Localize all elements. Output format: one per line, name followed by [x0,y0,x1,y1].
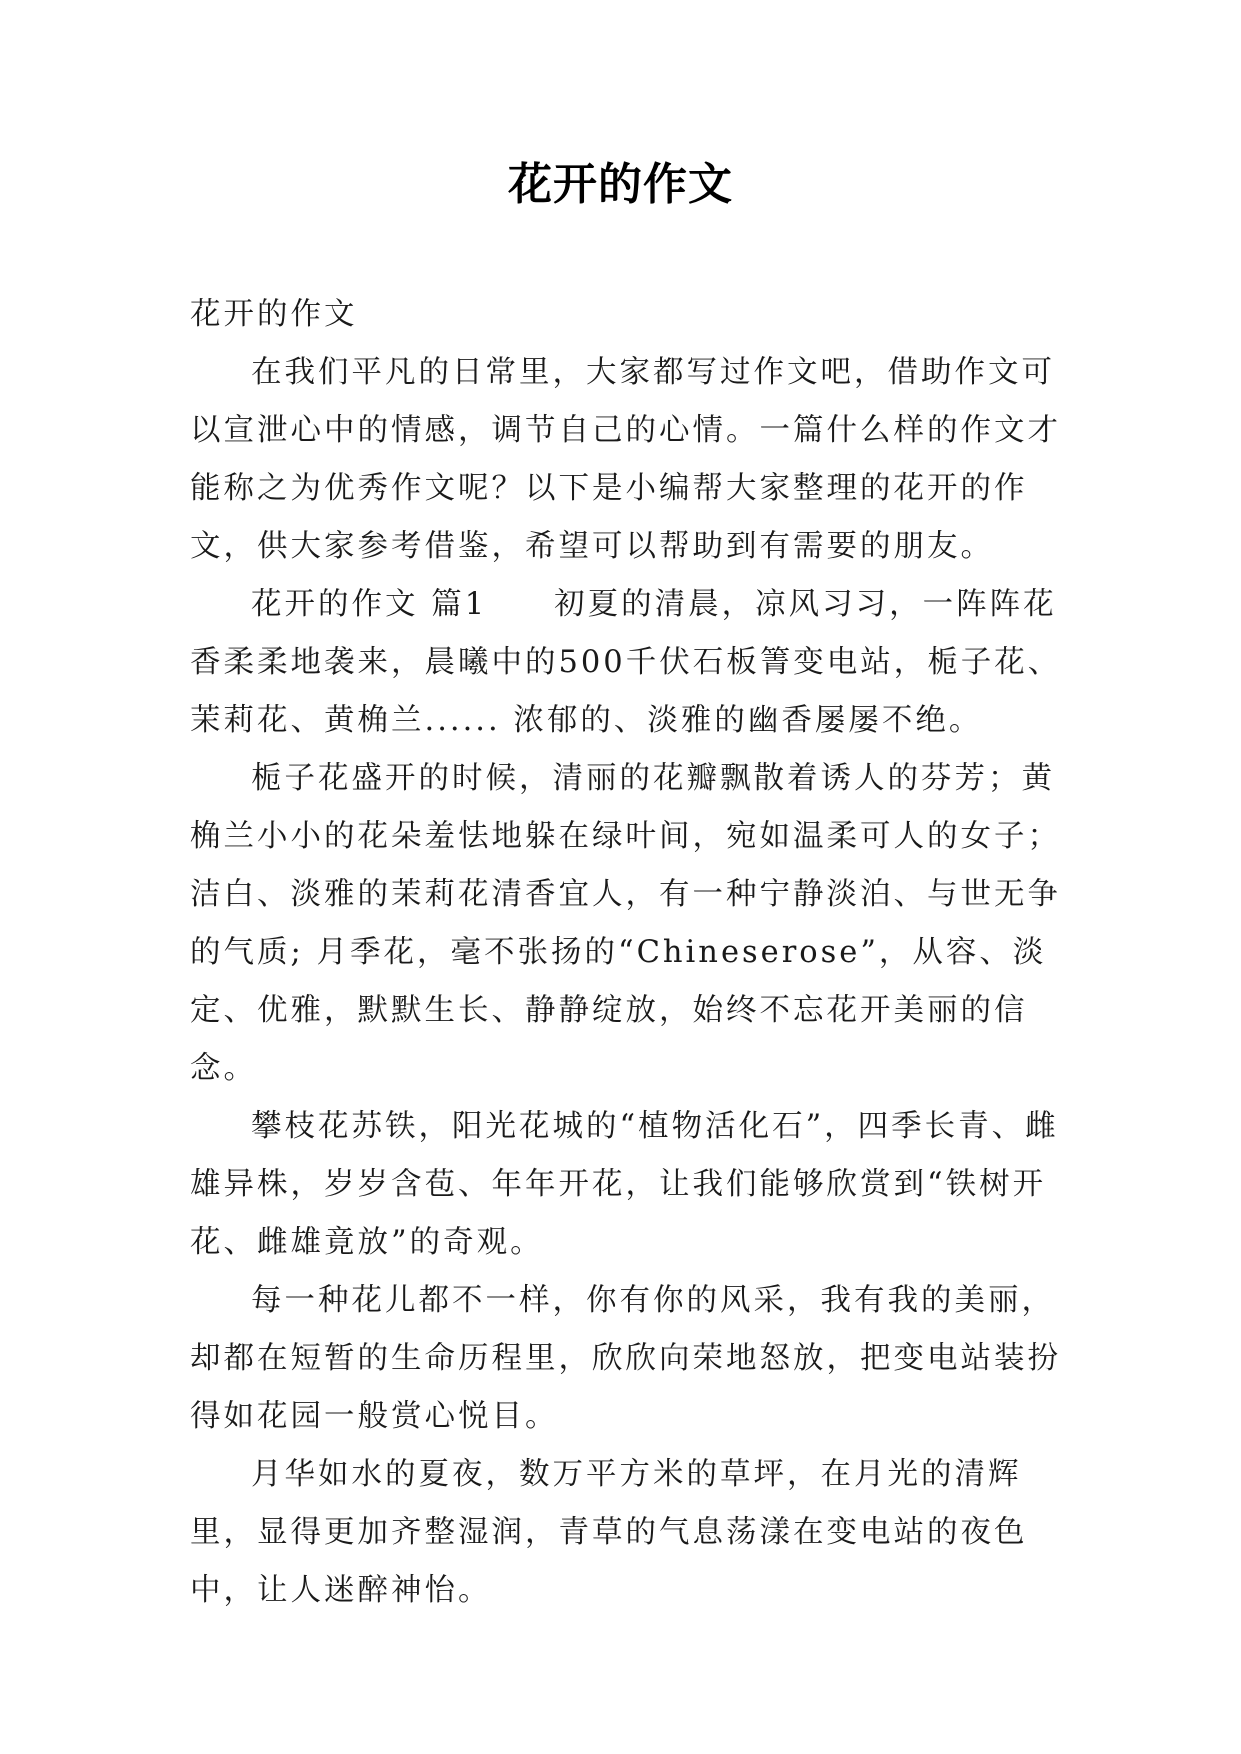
paragraph-cycad: 攀枝花苏铁，阳光花城的“植物活化石”，四季长青、雌雄异株，岁岁含苞、年年开花，让我们能够欣赏到“铁树开花、雌雄竟放”的奇观。 [190,1109,1059,1260]
paragraph-intro: 在我们平凡的日常里，大家都写过作文吧，借助作文可以宣泄心中的情感，调节自己的心情。一篇什么样的作文才能称之为优秀作文呢？以下是小编帮大家整理的花开的作文，供大家参考借鉴，希望可以帮助到有需要的朋友。 [190,355,1061,564]
document-body [190,286,1070,1620]
body-heading: 花开的作文 [190,297,358,332]
document-title: 花开的作文 [508,159,733,210]
paragraph-flowers: 栀子花盛开的时候，清丽的花瓣飘散着诱人的芬芳；黄桷兰小小的花朵羞怯地躲在绿叶间，宛如温柔可人的女子；洁白、淡雅的茉莉花清香宜人，有一种宁静淡泊、与世无争的气质; 月季花，毫不张扬的“Chineserose”，从容、淡定、优雅，默默生长、静静绽放，始终不忘花开美丽的信念。 [190,761,1061,1086]
paragraph-each-flower: 每一种花儿都不一样，你有你的风采，我有我的美丽，却都在短暂的生命历程里，欣欣向荣地怒放，把变电站装扮得如花园一般赏心悦目。 [190,1283,1061,1434]
paragraph-summer-night: 月华如水的夏夜，数万平方米的草坪，在月光的清辉里，显得更加齐整湿润，青草的气息荡漾在变电站的夜色中，让人迷醉神怡。 [190,1457,1028,1608]
paragraph-essay-1-opening: 花开的作文 篇1 初夏的清晨，凉风习习，一阵阵花香柔柔地袭来，晨曦中的500千伏石板箐变电站，栀子花、茉莉花、黄桷兰...... 浓郁的、淡雅的幽香屡屡不绝。 [190,587,1062,738]
